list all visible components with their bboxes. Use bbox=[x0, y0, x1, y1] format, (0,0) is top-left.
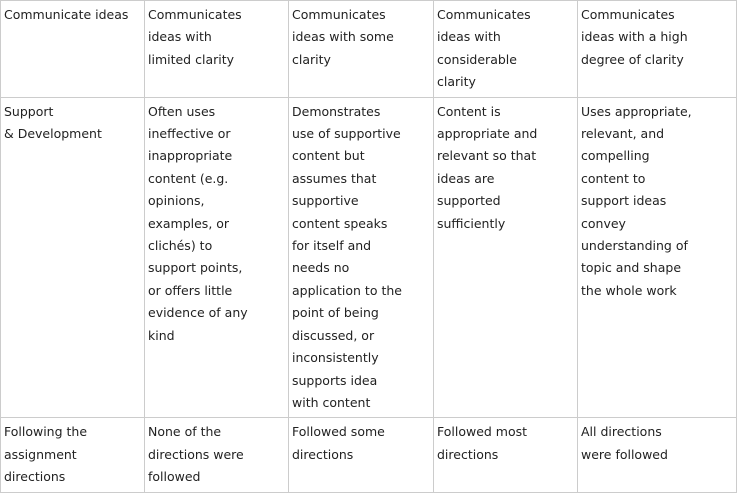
level-description: Often uses ineffective or inappropriate content (e.g. opinions, examples, or clichés) to support points, or offers little evidence of any kind bbox=[148, 103, 248, 343]
level-description: Communicates ideas with limited clarity bbox=[148, 7, 242, 67]
criterion-label: Communicate ideas bbox=[4, 7, 129, 22]
level-cell bbox=[578, 97, 737, 418]
level-cell bbox=[289, 1, 434, 98]
level-cell bbox=[145, 418, 289, 492]
level-cell bbox=[289, 418, 434, 492]
criterion-label: Support & Development bbox=[4, 103, 102, 142]
level-description: None of the directions were followed bbox=[148, 424, 244, 485]
level-cell bbox=[289, 97, 434, 418]
level-description: All directions were followed bbox=[581, 424, 668, 462]
level-cell bbox=[434, 97, 578, 418]
level-description: Followed most directions bbox=[437, 424, 528, 462]
level-description: Communicates ideas with some clarity bbox=[292, 7, 394, 67]
criterion-cell bbox=[1, 97, 145, 418]
level-cell bbox=[578, 418, 737, 492]
table-row-following-directions bbox=[1, 418, 737, 492]
criterion-cell bbox=[1, 418, 145, 492]
level-description: Uses appropriate, relevant, and compelling content to support ideas convey understanding of topic and shape the whole work bbox=[581, 103, 692, 298]
level-description: Communicates ideas with considerable clarity bbox=[437, 7, 531, 90]
level-description: Communicates ideas with a high degree of clarity bbox=[581, 7, 688, 67]
level-description: Demonstrates use of supportive content but assumes that supportive content speaks for itself and needs no application to the point of being discussed, or inconsistently supports idea with content bbox=[292, 103, 402, 410]
table-row-communicate-ideas bbox=[1, 1, 737, 98]
level-cell bbox=[145, 1, 289, 98]
level-description: Content is appropriate and relevant so that ideas are supported sufficiently bbox=[437, 103, 538, 231]
level-cell bbox=[434, 1, 578, 98]
level-cell bbox=[578, 1, 737, 98]
criterion-label: Following the assignment directions bbox=[4, 424, 88, 485]
level-cell bbox=[145, 97, 289, 418]
table-row-support-development bbox=[1, 97, 737, 418]
criterion-cell bbox=[1, 1, 145, 98]
level-cell bbox=[434, 418, 578, 492]
level-description: Followed some directions bbox=[292, 424, 385, 462]
